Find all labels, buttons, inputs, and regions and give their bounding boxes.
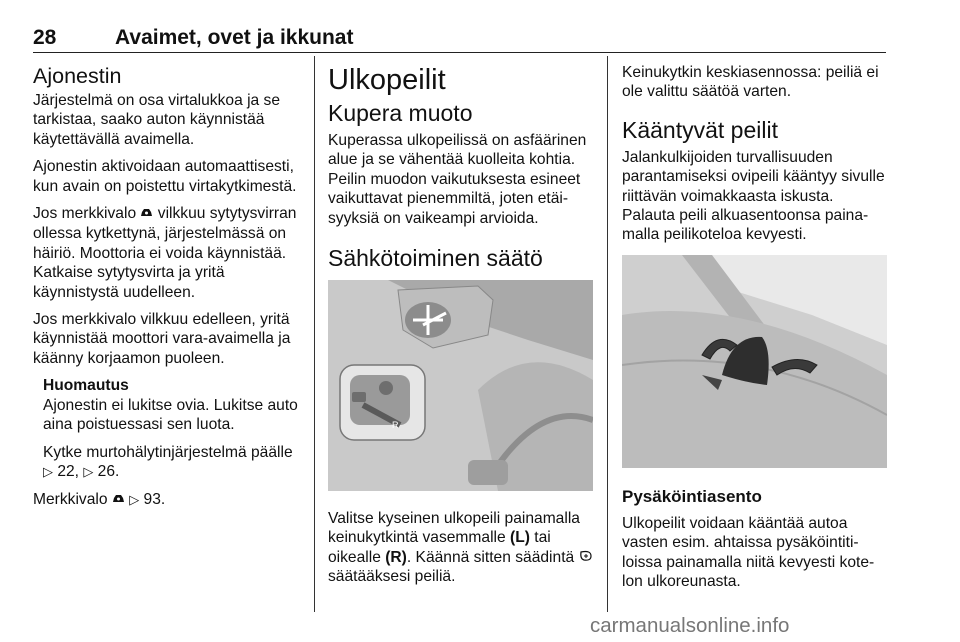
reference-arrow-icon[interactable]: ▷ [129,493,140,509]
section-heading-folding: Kääntyvät peilit [622,116,778,143]
subheading-convex: Kupera muoto [328,100,473,126]
column-divider [607,56,608,612]
page-header [33,26,886,52]
text: tai oikealle [328,529,551,566]
left-label: (L) [510,529,530,547]
text: säätääksesi peiliä. [328,568,456,586]
paragraph: Järjestelmä on osa virtalukkoa ja se tarkistaa, saako auton käynnistää käytettävällä avaimella. [33,92,281,148]
text: . Käännä sitten säädintä [406,548,579,566]
header-rule [33,52,886,53]
subheading-parking-position: Pysäköintiasento [622,486,762,506]
paragraph: Jalankulkijoiden turvallisuuden parantamiseksi ovipeili kääntyy sivulle riittävän voimakkaasta iskusta. Palauta peili alkuasentoonsa painamalla peilikoteloa kevyesti. [622,148,885,244]
note-title: Huomautus [43,377,129,395]
paragraph: Ulkopeilit voidaan kääntää autoa vasten esim. ahtaissa pysäköintitiloissa painamalla niitä kevyesti kotelon ulkoreunasta. [622,514,875,591]
subheading-electric-adjust: Sähkötoiminen säätö [328,245,543,272]
paragraph: Kuperassa ulkopeilissä on asfäärinen alue ja se vähentää kuolleita kohtia. Peilin muodon vaikutuksesta esineet vaikuttavat pienemmiltä, joten etäisyyksiä on vaikeampi arvioida. [328,132,587,227]
column-1 [33,63,301,519]
column-divider [314,56,315,612]
text: Merkkivalo [33,491,112,509]
text: vilkkuu sytytysvirran ollessa kytkettynä, järjestelmässä on häiriö. Moottoria ei voida käynnistää. Katkaise sytytysvirta ja yritä käynnistystä uudelleen. [33,205,297,301]
page-reference[interactable]: 22, [53,462,84,480]
page-number: 28 [33,26,57,49]
paragraph: Jos merkkivalo vilkkuu edelleen, yritä käynnistää moottori vara-avaimella ja käänny korjaamon puoleen. [33,311,291,367]
chapter-title: Avaimet, ovet ja ikkunat [115,26,354,49]
svg-text:R: R [392,420,399,431]
watermark: carmanualsonline.info [590,614,790,637]
page-reference[interactable]: 26. [93,462,120,480]
right-label: (R) [385,548,407,566]
paragraph: Ajonestin aktivoidaan automaattisesti, kun avain on poistettu virtakytkimestä. [33,158,297,195]
column-3 [622,63,887,599]
car-key-lamp-icon [112,493,125,508]
mirror-switch-figure [328,280,593,491]
note-box [43,376,301,482]
car-key-lamp-icon [140,207,153,222]
section-heading-mirrors: Ulkopeilit [328,64,446,96]
reference-arrow-icon[interactable]: ▷ [43,464,53,480]
paragraph [33,490,301,510]
page-reference[interactable]: 93. [139,491,166,509]
reference-arrow-icon[interactable]: ▷ [83,464,94,480]
section-heading-immobiliser: Ajonestin [33,64,122,88]
paragraph [33,204,301,302]
note-text [43,443,301,483]
paragraph [328,509,593,587]
column-2 [328,63,593,595]
note-text: Ajonestin ei lukitse ovia. Lukitse auto aina poistuessasi sen luota. [43,396,298,434]
paragraph: Keinukytkin keskiasennossa: peiliä ei ole valittu säätöä varten. [622,64,879,101]
text: Kytke murtohälytinjärjestelmä päälle [43,443,293,461]
mirror-adjust-icon [579,549,593,566]
text: Jos merkkivalo [33,205,141,223]
text: Valitse kyseinen ulkopeili painamalla keinukytkintä vasemmalle [328,510,580,547]
folding-mirror-figure [622,255,887,468]
